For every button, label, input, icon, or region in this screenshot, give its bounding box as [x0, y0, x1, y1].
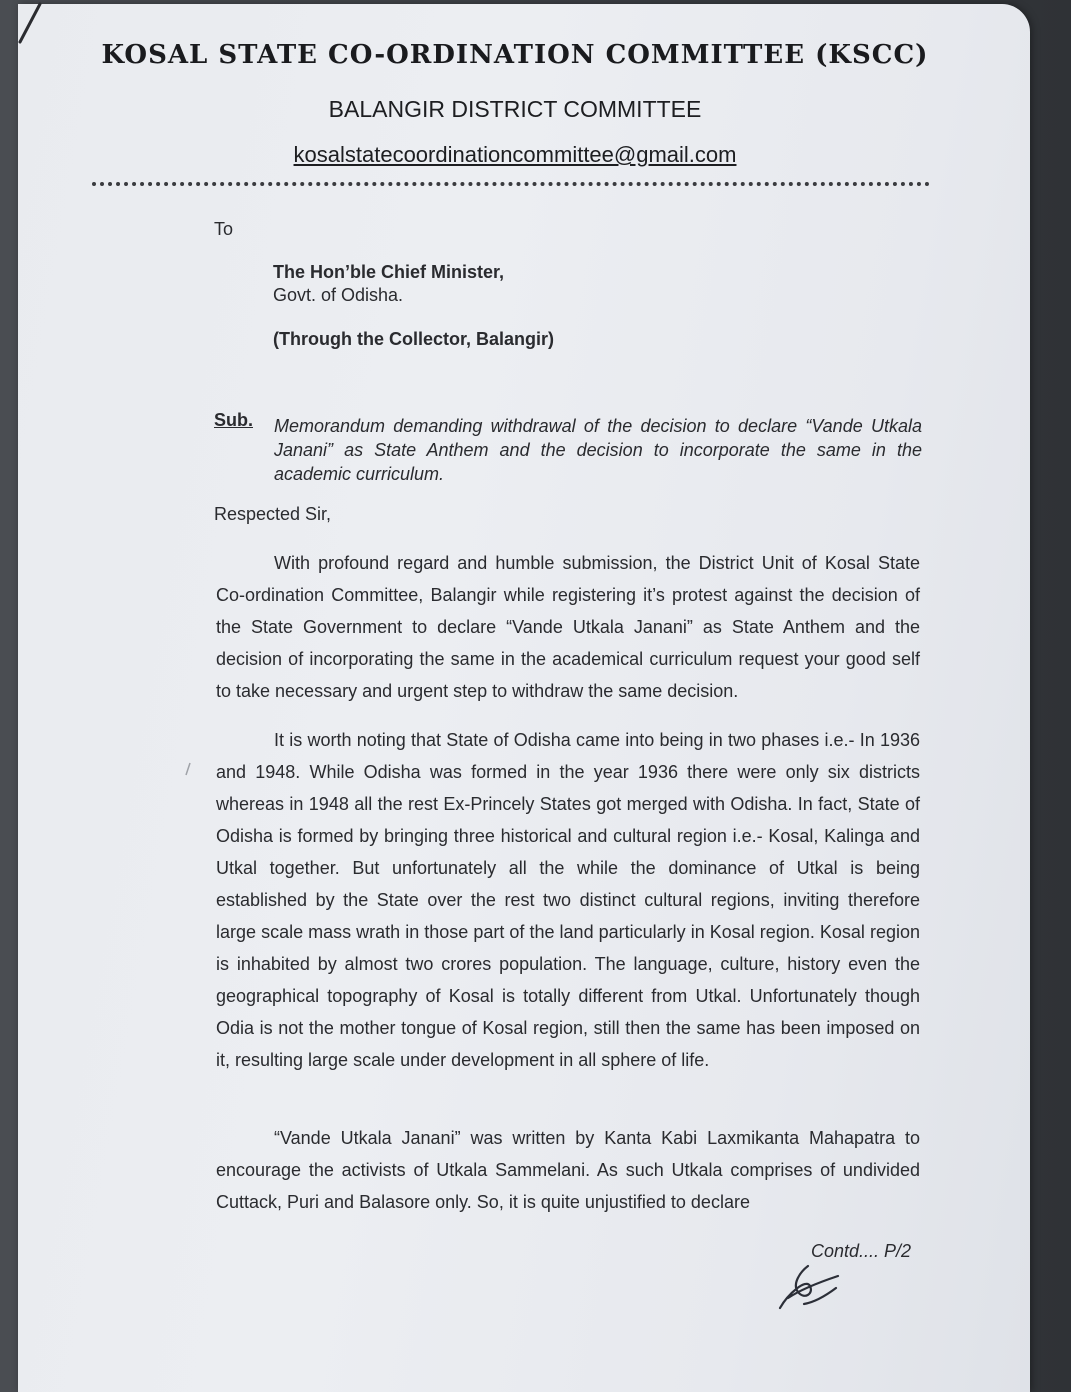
through-line: (Through the Collector, Balangir) — [273, 329, 555, 349]
to-label: To — [214, 219, 234, 239]
body-paragraph-1: With profound regard and humble submission, the District Unit of Kosal State Co-ordination Committee, Balangir while registering it’s protest against the decision of the State Government to declare “Vande Utkala Janani” as State Anthem and the decision of incorporating the same in the academical curriculum request your good self to take necessary and urgent step to withdraw the same decision. — [216, 553, 920, 701]
body-paragraph-2: It is worth noting that State of Odisha came into being in two phases i.e.- In 1936 and 1948. While Odisha was formed in the year 1936 there were only six districts whereas in 1948 all the rest Ex-Princely States got merged with Odisha. In fact, State of Odisha is formed by bringing three historical and cultural region i.e.- Kosal, Kalinga and Utkal together. But unfortunately all the while the dominance of Utkal is being established by the State over the rest two distinct cultural regions, inviting therefore large scale mass wrath in those part of the land particularly in Kosal region. Kosal region is inhabited by almost two crores population. The language, culture, history even the geographical topography of Kosal is totally different from Utkal. Unfortunately though Odia is not the mother tongue of Kosal region, still then the same has been imposed on it, resulting large scale under development in all sphere of life. — [216, 730, 920, 1070]
dotted-divider — [92, 182, 930, 186]
handwritten-signature — [770, 1258, 850, 1314]
recipient-government: Govt. of Odisha. — [273, 285, 404, 305]
continuation-note: Contd.... P/2 — [811, 1241, 912, 1261]
subject-label: Sub. — [214, 410, 253, 430]
district-committee-heading: BALANGIR DISTRICT COMMITTEE — [328, 96, 702, 122]
organization-title: KOSAL STATE CO-ORDINATION COMMITTEE (KSCC) — [101, 40, 929, 70]
recipient-title: The Hon’ble Chief Minister, — [273, 262, 505, 282]
body-paragraph-3: “Vande Utkala Janani” was written by Kanta Kabi Laxmikanta Mahapatra to encourage the activists of Utkala Sammelani. As such Utkala comprises of undivided Cuttack, Puri and Balasore only. So, it is quite unjustified to declare — [216, 1128, 920, 1212]
stray-pen-mark — [184, 762, 192, 776]
salutation: Respected Sir, — [214, 504, 332, 524]
email-address: kosalstatecoordinationcommittee@gmail.com — [293, 142, 737, 167]
subject-text: Memorandum demanding withdrawal of the decision to declare “Vande Utkala Janani” as State Anthem and the decision to incorporate the same in the academic curriculum. — [274, 416, 922, 484]
